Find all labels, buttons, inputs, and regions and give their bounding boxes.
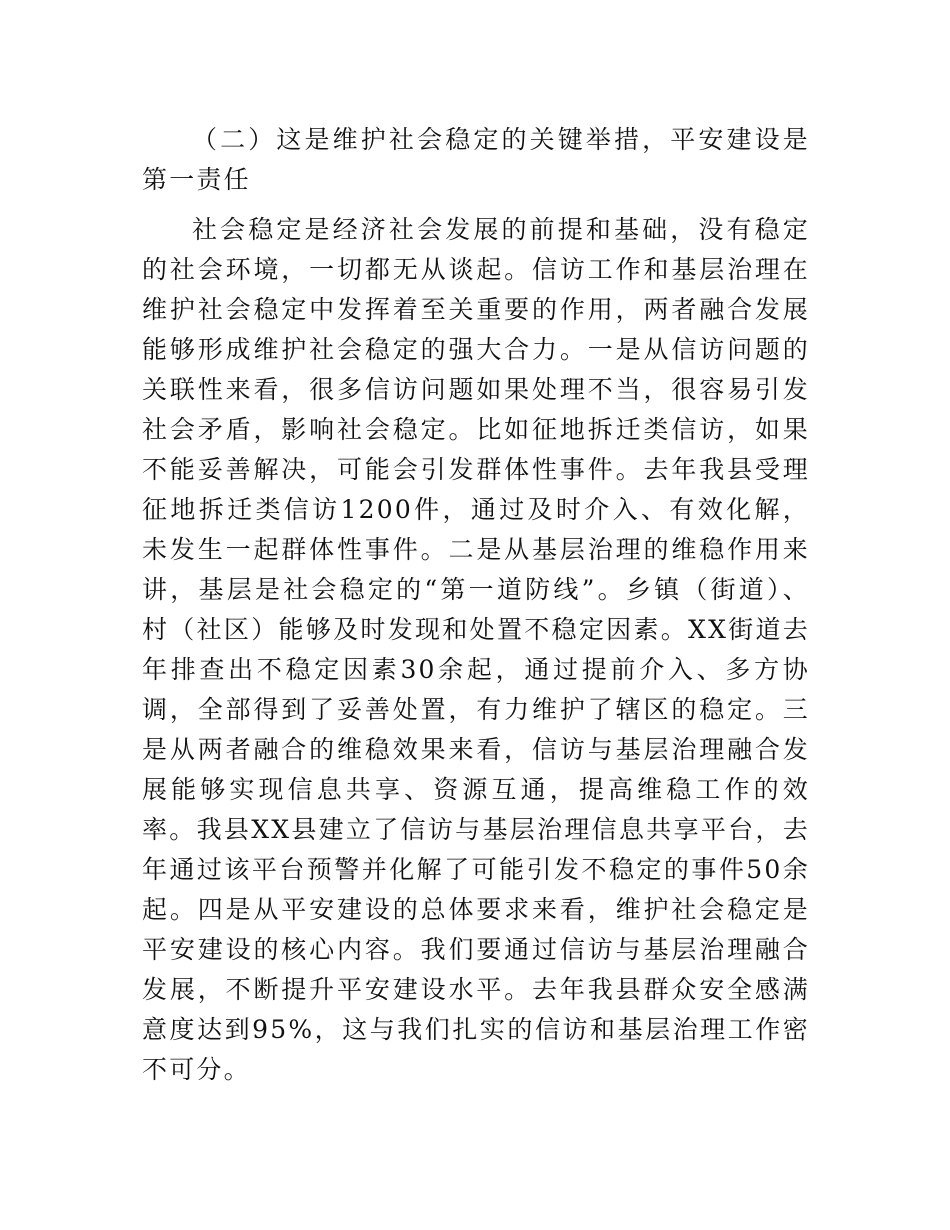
document-content [142, 120, 810, 1090]
section-heading: （二）这是维护社会稳定的关键举措，平安建设是第一责任 [142, 125, 810, 194]
body-paragraph: 社会稳定是经济社会发展的前提和基础，没有稳定的社会环境，一切都无从谈起。信访工作和基层治理在维护社会稳定中发挥着至关重要的作用，两者融合发展能够形成维护社会稳定的强大合力。一是从信访问题的关联性来看，很多信访问题如果处理不当，很容易引发社会矛盾，影响社会稳定。比如征地拆迁类信访，如果不能妥善解决，可能会引发群体性事件。去年我县受理征地拆迁类信访1200件，通过及时介入、有效化解，未发生一起群体性事件。二是从基层治理的维稳作用来讲，基层是社会稳定的“第一道防线”。乡镇（街道）、村（社区）能够及时发现和处置不稳定因素。XX街道去年排查出不稳定因素30余起，通过提前介入、多方协调，全部得到了妥善处置，有力维护了辖区的稳定。三是从两者融合的维稳效果来看，信访与基层治理融合发展能够实现信息共享、资源互通，提高维稳工作的效率。我县XX县建立了信访与基层治理信息共享平台，去年通过该平台预警并化解了可能引发不稳定的事件50余起。四是从平安建设的总体要求来看，维护社会稳定是平安建设的核心内容。我们要通过信访与基层治理融合发展，不断提升平安建设水平。去年我县群众安全感满意度达到95%，这与我们扎实的信访和基层治理工作密不可分。 [142, 215, 810, 1084]
